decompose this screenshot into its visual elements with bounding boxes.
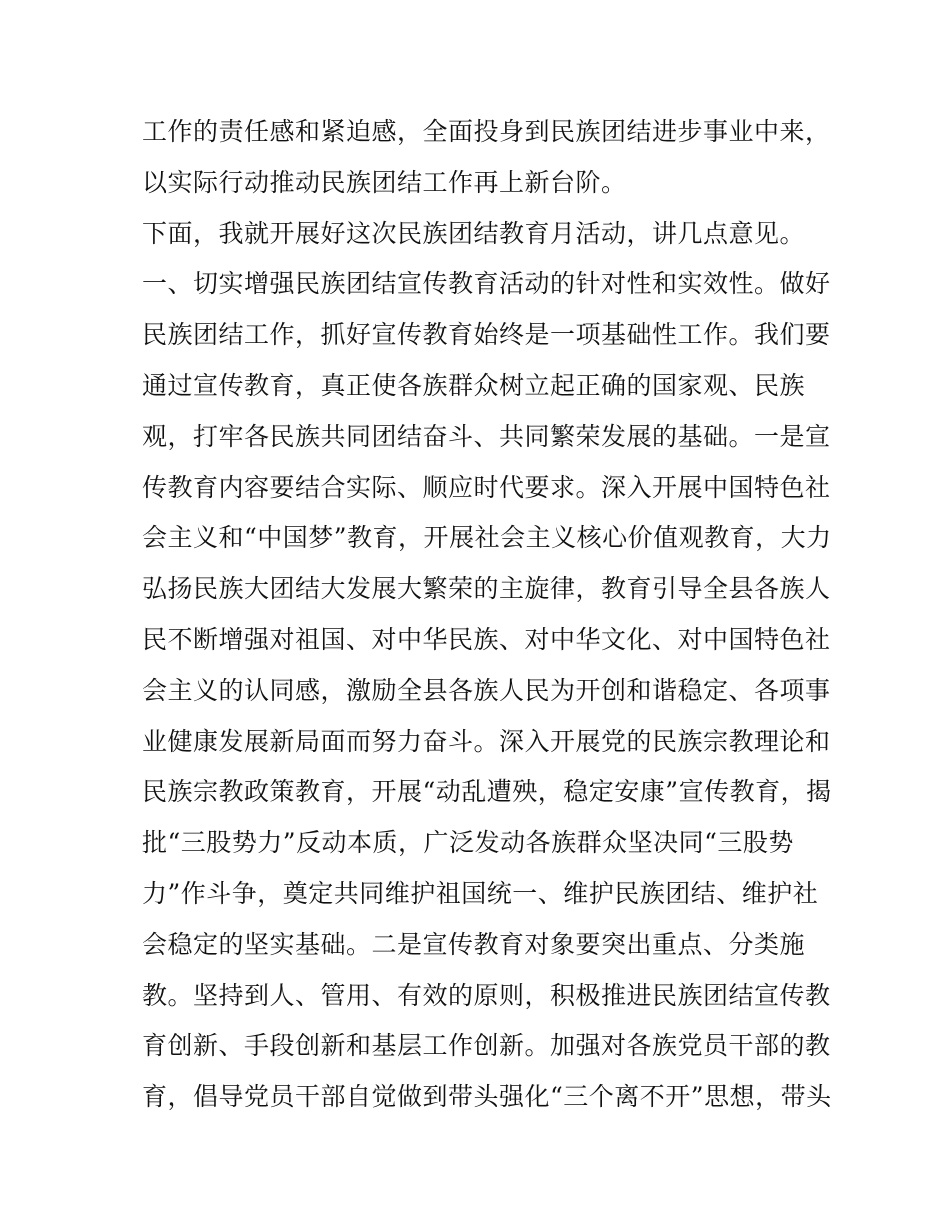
text-line: 力”作斗争，奠定共同维护祖国统一、维护民族团结、维护社 <box>142 878 819 908</box>
text-line: 以实际行动推动民族团结工作再上新台阶。 <box>142 167 627 197</box>
text-line: 批“三股势力”反动本质，广泛发动各族群众坚决同“三股势 <box>142 828 794 858</box>
text-line: 传教育内容要结合实际、顺应时代要求。深入开展中国特色社 <box>142 472 831 502</box>
text-line: 工作的责任感和紧迫感，全面投身到民族团结进步事业中来， <box>142 117 831 146</box>
text-line: 民不断增强对祖国、对中华民族、对中华文化、对中国特色社 <box>142 624 831 654</box>
text-line: 弘扬民族大团结大发展大繁荣的主旋律，教育引导全县各族人 <box>142 574 831 604</box>
text-line: 观，打牢各民族共同团结奋斗、共同繁荣发展的基础。一是宣 <box>142 421 831 451</box>
text-line: 育，倡导党员干部自觉做到带头强化“三个离不开”思想，带头 <box>142 1082 832 1112</box>
text-line: 会主义的认同感，激励全县各族人民为开创和谐稳定、各项事 <box>142 675 831 705</box>
text-line: 通过宣传教育，真正使各族群众树立起正确的国家观、民族 <box>142 370 806 400</box>
text-line: 会稳定的坚实基础。二是宣传教育对象要突出重点、分类施 <box>142 929 806 959</box>
text-line: 一、切实增强民族团结宣传教育活动的针对性和实效性。做好 <box>142 269 831 299</box>
text-line: 业健康发展新局面而努力奋斗。深入开展党的民族宗教理论和 <box>142 726 831 756</box>
text-line: 下面，我就开展好这次民族团结教育月活动，讲几点意见。 <box>142 218 806 248</box>
text-line: 会主义和“中国梦”教育，开展社会主义核心价值观教育，大力 <box>142 523 832 553</box>
text-line: 民族宗教政策教育，开展“动乱遭殃，稳定安康”宣传教育，揭 <box>142 777 832 807</box>
text-line: 民族团结工作，抓好宣传教育始终是一项基础性工作。我们要 <box>142 320 831 350</box>
text-line: 育创新、手段创新和基层工作创新。加强对各族党员干部的教 <box>142 1031 831 1061</box>
body-text <box>142 107 832 1123</box>
text-line: 教。坚持到人、管用、有效的原则，积极推进民族团结宣传教 <box>142 980 831 1010</box>
